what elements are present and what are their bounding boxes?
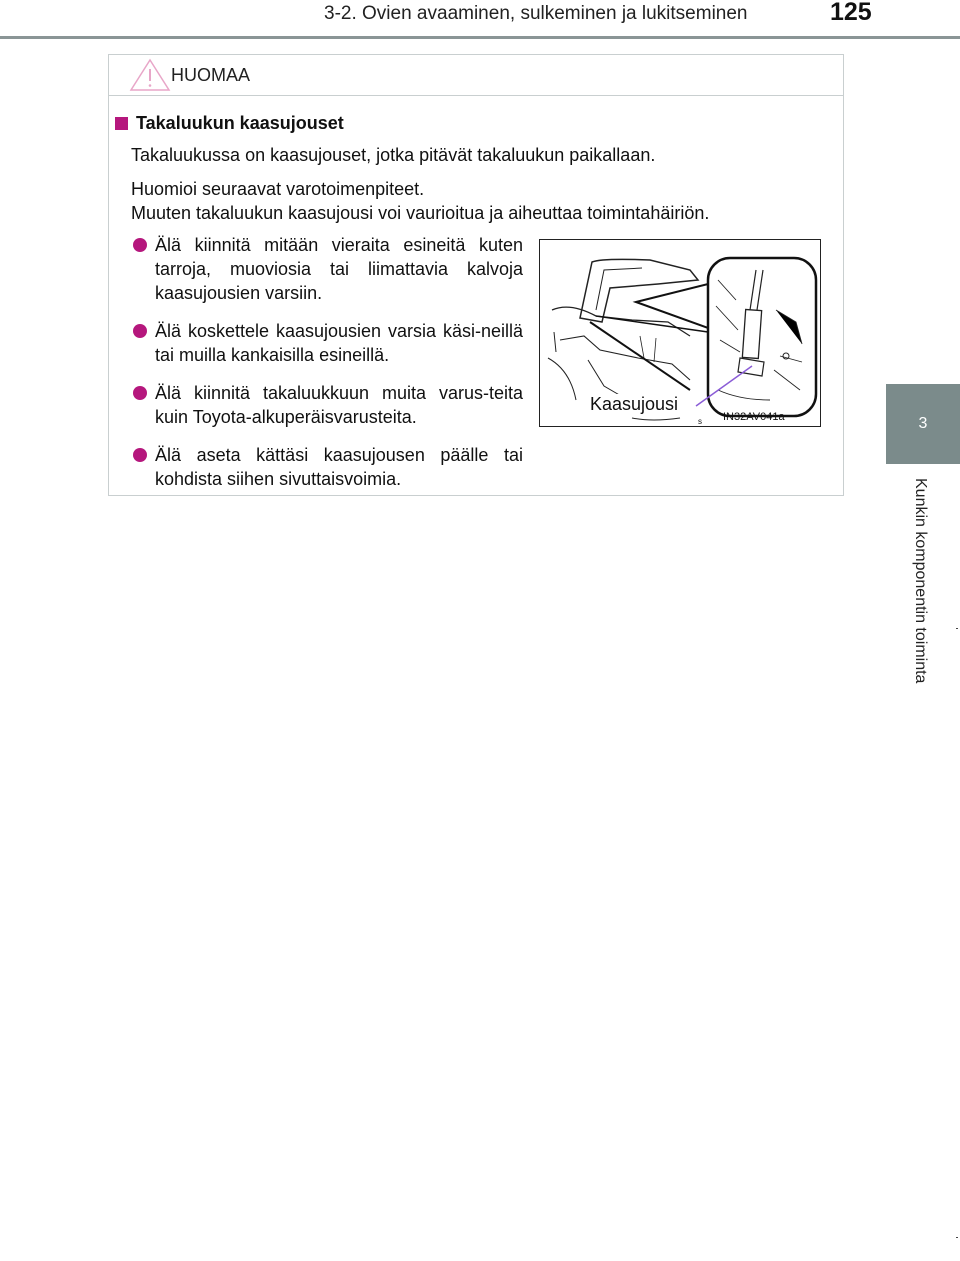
header-rule — [0, 36, 960, 39]
list-item: Älä aseta kättäsi kaasujousen päälle tai kohdista siihen sivuttaisvoimia. — [133, 443, 523, 491]
paragraph-caution-2: Muuten takaluukun kaasujousi voi vaurioitua ja aiheuttaa toimintahäiriön. — [131, 203, 710, 223]
figure-code: IN32AV041a — [723, 411, 785, 423]
paragraph-caution-1: Huomioi seuraavat varotoimenpiteet. — [131, 179, 425, 199]
notice-box — [108, 54, 844, 496]
square-bullet-icon — [115, 117, 128, 130]
circle-bullet-icon — [133, 386, 147, 400]
chapter-tab[interactable] — [886, 384, 960, 464]
notice-header — [109, 55, 843, 96]
list-item: Älä koskettele kaasujousien varsia käsi-neillä tai muilla kankaisilla esineillä. — [133, 319, 523, 367]
circle-bullet-icon — [133, 448, 147, 462]
gas-strut-label: Kaasujousi — [590, 394, 679, 414]
circle-bullet-icon — [133, 324, 147, 338]
warning-triangle-icon — [129, 58, 171, 92]
list-item: Älä kiinnitä takaluukkuun muita varus-teita kuin Toyota-alkuperäisvarusteita. — [133, 381, 523, 429]
chapter-number: 3 — [918, 415, 928, 432]
chapter-title: Kunkin komponentin toiminta — [912, 478, 929, 684]
circle-bullet-icon — [133, 238, 147, 252]
header-section-title: 3-2. Ovien avaaminen, sulkeminen ja lukitseminen — [324, 3, 748, 24]
gas-strut-illustration — [539, 239, 821, 427]
notice-label: HUOMAA — [171, 65, 251, 85]
section-title — [115, 113, 344, 134]
page-number: 125 — [830, 0, 872, 26]
margin-tick — [956, 628, 958, 629]
bullet-list — [133, 233, 523, 505]
section-title-text: Takaluukun kaasujouset — [136, 113, 344, 133]
paragraph-intro: Takaluukussa on kaasujouset, jotka pitävät takaluukun paikallaan. — [131, 145, 656, 165]
list-item: Älä kiinnitä mitään vieraita esineitä kuten tarroja, muoviosia tai liimattavia kalvoja kaasujousien varsiin. — [133, 233, 523, 305]
svg-text:s: s — [698, 417, 702, 426]
margin-tick — [956, 1237, 958, 1238]
